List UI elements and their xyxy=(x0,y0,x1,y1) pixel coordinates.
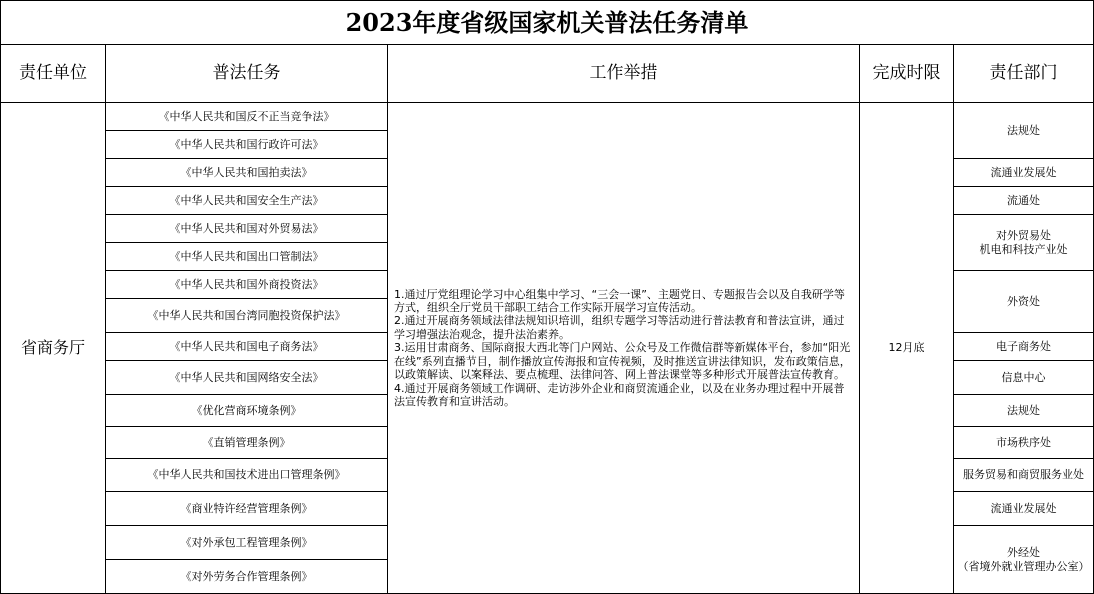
department-item: 外经处 （省境外就业管理办公室） xyxy=(954,526,1094,594)
department-item: 服务贸易和商贸服务业处 xyxy=(954,459,1094,492)
task-item: 《中华人民共和国对外贸易法》 xyxy=(106,215,388,243)
task-item: 《中华人民共和国网络安全法》 xyxy=(106,361,388,395)
department-item: 电子商务处 xyxy=(954,333,1094,361)
department-item: 信息中心 xyxy=(954,361,1094,395)
task-item: 《直销管理条例》 xyxy=(106,427,388,459)
measures-cell: 1.通过厅党组理论学习中心组集中学习、“三会一课”、主题党日、专题报告会以及自我研学等方式，组织全厅党员干部职工结合工作实际开展学习宣传活动。 2.通过开展商务领域法律法规知识培训，组织专题学习等活动进行普法教育和普法宣讲，通过学习增强法治观念，提升法治素养。 3.运用甘肃商务、国际商报大西北等门户网站、公众号及工作微信群等新媒体平台，参加“阳光在线”系列直播节目，制作播放宣传海报和宣传视频，及时推送宣讲法律知识，发布政策信息，以政策解读、以案释法、要点梳理、法律问答、网上普法课堂等多种形式开展普法宣传教育。 4.通过开展商务领域工作调研、走访涉外企业和商贸流通企业，以及在业务办理过程中开展普法宣传教育和宣讲活动。 xyxy=(388,103,860,594)
document-title: 2023年度省级国家机关普法任务清单 xyxy=(0,0,1094,45)
responsible-unit-cell: 省商务厅 xyxy=(0,103,106,594)
task-item: 《中华人民共和国台湾同胞投资保护法》 xyxy=(106,299,388,333)
header-responsible-unit: 责任单位 xyxy=(0,45,106,103)
header-department: 责任部门 xyxy=(954,45,1094,103)
task-item: 《中华人民共和国安全生产法》 xyxy=(106,187,388,215)
task-item: 《中华人民共和国技术进出口管理条例》 xyxy=(106,459,388,492)
task-item: 《中华人民共和国反不正当竞争法》 xyxy=(106,103,388,131)
deadline-cell: 12月底 xyxy=(860,103,954,594)
department-item: 流通业发展处 xyxy=(954,492,1094,526)
department-item: 市场秩序处 xyxy=(954,427,1094,459)
task-item: 《中华人民共和国电子商务法》 xyxy=(106,333,388,361)
task-item: 《中华人民共和国外商投资法》 xyxy=(106,271,388,299)
task-item: 《对外承包工程管理条例》 xyxy=(106,526,388,560)
header-deadline: 完成时限 xyxy=(860,45,954,103)
task-item: 《中华人民共和国拍卖法》 xyxy=(106,159,388,187)
task-item: 《中华人民共和国出口管制法》 xyxy=(106,243,388,271)
header-task: 普法任务 xyxy=(106,45,388,103)
task-item: 《商业特许经营管理条例》 xyxy=(106,492,388,526)
department-item: 对外贸易处 机电和科技产业处 xyxy=(954,215,1094,271)
header-measures: 工作举措 xyxy=(388,45,860,103)
department-item: 流通处 xyxy=(954,187,1094,215)
department-item: 外资处 xyxy=(954,271,1094,333)
task-item: 《中华人民共和国行政许可法》 xyxy=(106,131,388,159)
department-item: 法规处 xyxy=(954,395,1094,427)
task-item: 《对外劳务合作管理条例》 xyxy=(106,560,388,594)
department-item: 法规处 xyxy=(954,103,1094,159)
department-item: 流通业发展处 xyxy=(954,159,1094,187)
task-item: 《优化营商环境条例》 xyxy=(106,395,388,427)
